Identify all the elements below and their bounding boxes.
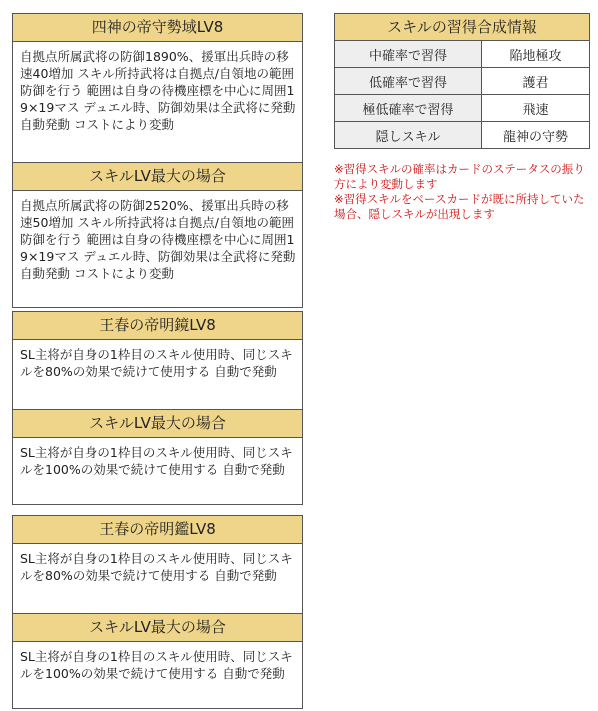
- rate-label: 極低確率で習得: [335, 95, 482, 122]
- skill-max-description: SL主将が自身の1枠目のスキル使用時、同じスキルを100%の効果で続けて使用する 自動で発動: [20, 445, 293, 477]
- skill-max-description: SL主将が自身の1枠目のスキル使用時、同じスキルを100%の効果で続けて使用する 自動で発動: [20, 649, 293, 681]
- skill-card-1: [12, 13, 303, 308]
- skill-title: 王春の帝明鏡LV8: [13, 312, 302, 340]
- note-text: ※習得スキルをベースカードが既に所持していた場合、隠しスキルが出現します: [334, 192, 585, 221]
- skill-card-2: [12, 311, 303, 505]
- note-text: ※習得スキルの確率はカードのステータスの振り方により変動します: [334, 162, 585, 191]
- skill-title: 四神の帝守勢域LV8: [13, 14, 302, 42]
- rate-skill: 陥地極攻: [509, 48, 562, 64]
- rate-label: 低確率で習得: [335, 68, 482, 95]
- skill-description: SL主将が自身の1枠目のスキル使用時、同じスキルを80%の効果で続けて使用する 自動で発動: [20, 551, 293, 583]
- table-row: [335, 122, 589, 149]
- skill-max-title: スキルLV最大の場合: [13, 613, 302, 642]
- rate-label: 中確率で習得: [335, 41, 482, 68]
- skill-description: SL主将が自身の1枠目のスキル使用時、同じスキルを80%の効果で続けて使用する 自動で発動: [20, 347, 293, 379]
- rate-skill: 龍神の守勢: [482, 122, 590, 149]
- skill-max-title: スキルLV最大の場合: [13, 409, 302, 438]
- skill-max-title: スキルLV最大の場合: [13, 162, 302, 191]
- rate-skill: 護君: [482, 68, 590, 95]
- acquire-notes: [334, 162, 590, 222]
- skill-card-3: [12, 515, 303, 709]
- skill-title: 王春の帝明鑑LV8: [13, 516, 302, 544]
- skill-max-description: 自拠点所属武将の防御2520%、援軍出兵時の移速50増加 スキル所持武将は自拠点/自領地の範囲防御を行う 範囲は自身の待機座標を中心に周囲19×19マス デュエル時、防御効果は全武将に発動 自動発動 コストにより変動: [20, 198, 296, 281]
- acquire-rates: [335, 41, 589, 148]
- rate-label: 隠しスキル: [335, 122, 482, 149]
- skill-description: 自拠点所属武将の防御1890%、援軍出兵時の移速40増加 スキル所持武将は自拠点/自領地の範囲防御を行う 範囲は自身の待機座標を中心に周囲19×19マス デュエル時、防御効果は全武将に発動 自動発動 コストにより変動: [20, 49, 296, 132]
- table-row: [335, 68, 589, 95]
- acquire-info-title: スキルの習得合成情報: [335, 14, 589, 41]
- rate-skill: 飛速: [482, 95, 590, 122]
- table-row: [335, 41, 589, 68]
- acquire-info-table: [334, 13, 590, 149]
- table-row: [335, 95, 589, 122]
